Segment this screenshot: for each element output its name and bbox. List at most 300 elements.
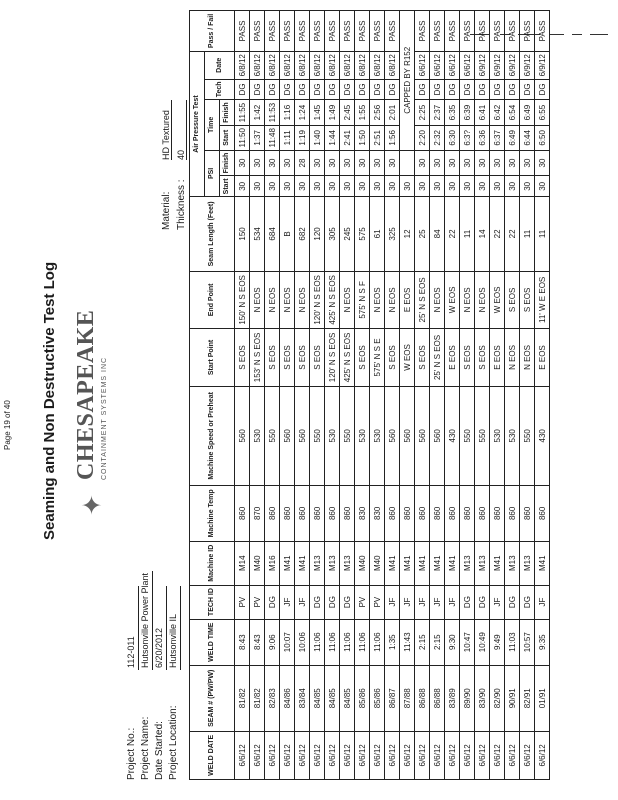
table-cell: 6/6/12 — [430, 51, 445, 79]
table-cell: 9:30 — [445, 619, 460, 665]
table-row — [430, 11, 445, 780]
project-info — [125, 571, 181, 780]
table-cell: 86/87 — [385, 665, 400, 731]
table-cell: 82/83 — [265, 665, 280, 731]
table-cell: 6:49 — [505, 126, 520, 151]
table-cell: DG — [460, 585, 475, 619]
table-cell: DG — [310, 585, 325, 619]
table-cell: S EOS — [310, 329, 325, 387]
table-cell: 30 — [235, 176, 250, 197]
table-cell: 305 — [325, 197, 340, 271]
table-cell: 6/6/12 — [235, 731, 250, 779]
table-cell: 1:50 — [355, 126, 370, 151]
table-cell: M13 — [310, 541, 325, 585]
table-cell: 534 — [250, 197, 265, 271]
table-cell: 11' W E EOS — [535, 271, 550, 329]
table-cell: 6/6/12 — [415, 51, 430, 79]
table-cell: 11:06 — [340, 619, 355, 665]
table-cell: 11 — [535, 197, 550, 271]
table-row — [250, 11, 265, 780]
table-cell: DG — [430, 79, 445, 100]
table-cell: S EOS — [505, 271, 520, 329]
table-cell: 6/8/12 — [250, 51, 265, 79]
table-row — [295, 11, 310, 780]
table-cell: 860 — [340, 485, 355, 541]
table-cell: PV — [355, 585, 370, 619]
table-cell: 575' N S F — [355, 271, 370, 329]
project-number: 112-011 — [125, 586, 139, 670]
table-cell: DG — [520, 585, 535, 619]
table-cell: 11:53 — [265, 100, 280, 126]
table-cell: 860 — [445, 485, 460, 541]
table-cell: 6/9/12 — [520, 51, 535, 79]
table-cell: 2:45 — [340, 100, 355, 126]
table-cell: M13 — [460, 541, 475, 585]
table-cell: 560 — [430, 386, 445, 485]
table-cell: 860 — [490, 485, 505, 541]
table-cell: 30 — [475, 176, 490, 197]
table-cell: 530 — [355, 386, 370, 485]
table-cell: 1:42 — [250, 100, 265, 126]
table-cell: DG — [520, 79, 535, 100]
table-cell: 860 — [460, 485, 475, 541]
col-machine-id: Machine ID — [190, 541, 235, 585]
table-cell: 860 — [400, 485, 415, 541]
table-cell: 25' N S EOS — [430, 329, 445, 387]
table-cell: 30 — [505, 150, 520, 176]
table-cell: M13 — [475, 541, 490, 585]
table-cell: 6/9/12 — [505, 51, 520, 79]
table-cell: N EOS — [430, 271, 445, 329]
table-cell: JF — [295, 585, 310, 619]
table-cell: 30 — [340, 176, 355, 197]
table-cell: E EOS — [535, 329, 550, 387]
table-cell: 6/9/12 — [535, 51, 550, 79]
table-cell: 10:49 — [475, 619, 490, 665]
col-psi-start: Start — [220, 176, 235, 197]
table-cell: 1:11 — [280, 126, 295, 151]
table-row — [310, 11, 325, 780]
table-cell: 575' N S E — [370, 329, 385, 387]
table-cell: 6:49 — [520, 100, 535, 126]
table-cell: 30 — [355, 150, 370, 176]
table-cell: 6/6/12 — [250, 731, 265, 779]
logo-subtitle: CONTAINMENT SYSTEMS INC — [101, 356, 108, 480]
table-cell: 11:06 — [355, 619, 370, 665]
table-cell: 1:35 — [385, 619, 400, 665]
table-cell: 30 — [265, 176, 280, 197]
table-cell: 830 — [370, 485, 385, 541]
table-cell: 860 — [520, 485, 535, 541]
page-number: Page 19 of 40 — [3, 400, 12, 450]
thickness-value: 40 — [176, 100, 187, 160]
table-cell: 560 — [235, 386, 250, 485]
table-cell: 860 — [430, 485, 445, 541]
material-value: HD Textured — [161, 100, 172, 160]
table-cell: 684 — [265, 197, 280, 271]
table-cell: 6:55 — [535, 100, 550, 126]
logo-name: CHESAPEAKE — [73, 309, 99, 480]
table-cell: PASS — [445, 11, 460, 52]
table-cell: 860 — [295, 485, 310, 541]
table-cell: N EOS — [340, 271, 355, 329]
table-cell: 6/8/12 — [235, 51, 250, 79]
table-cell: PASS — [385, 11, 400, 52]
table-cell: PASS — [235, 11, 250, 52]
table-cell: 6:30 — [445, 126, 460, 151]
table-cell: 11:43 — [400, 619, 415, 665]
table-cell: M41 — [280, 541, 295, 585]
table-cell: 89/90 — [460, 665, 475, 731]
table-cell: 6/6/12 — [460, 731, 475, 779]
table-cell: DG — [505, 585, 520, 619]
table-cell: PASS — [265, 11, 280, 52]
table-cell: 30 — [475, 150, 490, 176]
table-cell: 425' N S EOS — [340, 329, 355, 387]
table-cell: 6:39 — [460, 100, 475, 126]
table-row — [535, 11, 550, 780]
page-title: Seaming and Non Destructive Test Log — [41, 261, 58, 540]
table-cell: N EOS — [250, 271, 265, 329]
table-cell: 30 — [310, 176, 325, 197]
table-cell: 1:16 — [280, 100, 295, 126]
table-cell: 6/6/12 — [490, 731, 505, 779]
table-cell: S EOS — [385, 329, 400, 387]
table-cell: 430 — [535, 386, 550, 485]
table-cell: S EOS — [460, 329, 475, 387]
table-cell: 245 — [340, 197, 355, 271]
table-cell: 84/85 — [310, 665, 325, 731]
table-cell: 550 — [520, 386, 535, 485]
table-cell: 30 — [280, 176, 295, 197]
table-cell: 84/86 — [280, 665, 295, 731]
material-info — [161, 100, 191, 230]
table-cell: 90/91 — [505, 665, 520, 731]
table-cell: 6/6/12 — [280, 731, 295, 779]
table-row — [445, 11, 460, 780]
table-cell: 10:57 — [520, 619, 535, 665]
table-cell: 9:35 — [535, 619, 550, 665]
project-name-label: Project Name: — [140, 716, 151, 780]
table-cell: PV — [250, 585, 265, 619]
table-cell: 10:06 — [295, 619, 310, 665]
table-cell: 30 — [250, 150, 265, 176]
table-cell: 30 — [460, 176, 475, 197]
table-cell: 153' N S EOS — [250, 329, 265, 387]
table-cell: JF — [490, 585, 505, 619]
table-cell: 2:32 — [430, 126, 445, 151]
table-cell: 6/8/12 — [310, 51, 325, 79]
table-cell: S EOS — [295, 329, 310, 387]
table-cell: M41 — [445, 541, 460, 585]
table-cell: JF — [385, 585, 400, 619]
table-cell: M40 — [370, 541, 385, 585]
table-cell: 870 — [250, 485, 265, 541]
table-cell: 1:19 — [295, 126, 310, 151]
table-cell: DG — [535, 79, 550, 100]
table-cell: 2:51 — [370, 126, 385, 151]
table-cell: 22 — [445, 197, 460, 271]
table-cell: 6/8/12 — [340, 51, 355, 79]
table-cell: 6/6/12 — [475, 731, 490, 779]
table-cell: PASS — [370, 11, 385, 52]
table-cell: PASS — [475, 11, 490, 52]
table-cell: 6/6/12 — [385, 731, 400, 779]
project-location-label: Project Location: — [168, 705, 179, 780]
table-cell: S EOS — [415, 329, 430, 387]
col-pass-fail: Pass / Fail — [190, 11, 235, 52]
table-cell: 6/6/12 — [325, 731, 340, 779]
table-cell: 83/90 — [475, 665, 490, 731]
table-cell: PV — [235, 585, 250, 619]
table-cell: S EOS — [235, 329, 250, 387]
table-cell: 30 — [325, 150, 340, 176]
table-cell: M41 — [415, 541, 430, 585]
table-cell: 530 — [490, 386, 505, 485]
table-cell: PASS — [520, 11, 535, 52]
table-cell: M16 — [265, 541, 280, 585]
table-cell: 30 — [430, 176, 445, 197]
table-cell: 30 — [445, 176, 460, 197]
table-cell: M41 — [490, 541, 505, 585]
table-cell: 87/88 — [400, 665, 415, 731]
table-row — [265, 11, 280, 780]
table-cell: 1:44 — [325, 126, 340, 151]
table-cell: 22 — [490, 197, 505, 271]
table-cell: 11:55 — [235, 100, 250, 126]
table-cell: 85/86 — [370, 665, 385, 731]
table-cell: 6:54 — [505, 100, 520, 126]
table-cell: 1:56 — [385, 126, 400, 151]
table-cell: 6/8/12 — [265, 51, 280, 79]
table-cell: 6:35 — [445, 100, 460, 126]
table-cell: N EOS — [520, 329, 535, 387]
table-cell: 30 — [280, 150, 295, 176]
table-row — [340, 11, 355, 780]
table-cell: M13 — [340, 541, 355, 585]
table-cell: 560 — [400, 386, 415, 485]
table-cell: DG — [370, 79, 385, 100]
table-cell: PASS — [355, 11, 370, 52]
table-cell: 30 — [460, 150, 475, 176]
table-cell: 120' N S EOS — [325, 329, 340, 387]
table-cell: 860 — [505, 485, 520, 541]
table-cell: DG — [445, 79, 460, 100]
table-cell: DG — [235, 79, 250, 100]
date-started: 6/20/2012 — [153, 586, 167, 670]
table-cell: 430 — [445, 386, 460, 485]
table-cell: 30 — [400, 176, 415, 197]
table-cell: 6/8/12 — [355, 51, 370, 79]
table-cell: 2:15 — [430, 619, 445, 665]
col-machine-speed: Machine Speed or Preheat — [190, 386, 235, 485]
table-cell: 860 — [475, 485, 490, 541]
table-cell: 6/6/12 — [520, 731, 535, 779]
thickness-label: Thickness : — [176, 179, 187, 230]
table-cell: 8:43 — [250, 619, 265, 665]
table-cell: 30 — [370, 176, 385, 197]
table-cell: 530 — [325, 386, 340, 485]
table-cell: DG — [340, 585, 355, 619]
table-cell: 82/91 — [520, 665, 535, 731]
table-cell: W EOS — [445, 271, 460, 329]
table-cell: N EOS — [280, 271, 295, 329]
table-row — [280, 11, 295, 780]
table-row — [355, 11, 370, 780]
capped-note: CAPPED BY R152 — [400, 11, 415, 151]
table-cell: M41 — [430, 541, 445, 585]
table-cell: 550 — [460, 386, 475, 485]
table-cell: S EOS — [520, 271, 535, 329]
col-seam: SEAM # (PW/PW) — [190, 665, 235, 731]
table-cell: 2:20 — [415, 126, 430, 151]
table-cell: 30 — [490, 150, 505, 176]
table-cell: DG — [310, 79, 325, 100]
table-cell: N EOS — [370, 271, 385, 329]
table-cell: 860 — [235, 485, 250, 541]
col-start-point: Start Point — [190, 329, 235, 387]
table-cell: PASS — [505, 11, 520, 52]
project-number-label: Project No.: — [126, 727, 137, 780]
table-cell: M13 — [325, 541, 340, 585]
table-cell: N EOS — [460, 271, 475, 329]
table-cell: 30 — [310, 150, 325, 176]
table-cell: 25 — [415, 197, 430, 271]
table-cell: 25' N S EOS — [415, 271, 430, 329]
table-cell: N EOS — [385, 271, 400, 329]
table-cell: JF — [400, 585, 415, 619]
table-row — [415, 11, 430, 780]
table-cell: 860 — [535, 485, 550, 541]
table-cell: DG — [490, 79, 505, 100]
table-cell: PASS — [295, 11, 310, 52]
table-cell: 1:37 — [250, 126, 265, 151]
table-cell: JF — [430, 585, 445, 619]
table-cell: 9:49 — [490, 619, 505, 665]
table-cell: 10:07 — [280, 619, 295, 665]
table-cell: 530 — [370, 386, 385, 485]
table-cell: 6:41 — [475, 100, 490, 126]
table-cell: DG — [325, 585, 340, 619]
table-cell: 30 — [520, 176, 535, 197]
col-psi: PSI — [205, 150, 220, 197]
table-cell: 575 — [355, 197, 370, 271]
table-cell: 1:49 — [325, 100, 340, 126]
table-cell: 682 — [295, 197, 310, 271]
table-cell: 30 — [265, 150, 280, 176]
table-cell: PASS — [325, 11, 340, 52]
eagle-logo-icon: ✦ — [77, 494, 107, 516]
table-cell: 30 — [415, 150, 430, 176]
table-cell: 860 — [280, 485, 295, 541]
table-cell: 6:37 — [490, 126, 505, 151]
col-air-test: Air Pressure Test — [190, 51, 205, 196]
col-weld-date: WELD DATE — [190, 731, 235, 779]
table-cell: 86/88 — [415, 665, 430, 731]
table-cell: 325 — [385, 197, 400, 271]
table-cell: 150 — [235, 197, 250, 271]
table-cell: B — [280, 197, 295, 271]
table-cell: N EOS — [505, 329, 520, 387]
table-cell: 2:37 — [430, 100, 445, 126]
table-cell: 6/6/12 — [445, 51, 460, 79]
material-label: Material: — [161, 191, 172, 230]
table-row — [370, 11, 385, 780]
table-cell: 860 — [310, 485, 325, 541]
table-cell: 28 — [295, 150, 310, 176]
table-cell: 30 — [250, 176, 265, 197]
table-cell: DG — [415, 79, 430, 100]
table-cell: 6/6/12 — [340, 731, 355, 779]
table-cell: N EOS — [475, 271, 490, 329]
table-cell: 81/82 — [235, 665, 250, 731]
table-cell: 30 — [430, 150, 445, 176]
table-cell: 6/6/12 — [430, 731, 445, 779]
table-cell: PASS — [250, 11, 265, 52]
table-cell: 30 — [355, 176, 370, 197]
table-cell: N EOS — [295, 271, 310, 329]
table-cell: 6/6/12 — [400, 731, 415, 779]
table-cell: 6:3? — [460, 126, 475, 151]
table-cell: PASS — [460, 11, 475, 52]
col-end-point: End Point — [190, 271, 235, 329]
table-cell: 550 — [475, 386, 490, 485]
table-cell: 550 — [310, 386, 325, 485]
rotated-log-page — [3, 10, 589, 790]
table-cell: M41 — [385, 541, 400, 585]
table-cell: W EOS — [490, 271, 505, 329]
table-cell: N EOS — [265, 271, 280, 329]
table-cell: 1:40 — [310, 126, 325, 151]
table-cell: S EOS — [265, 329, 280, 387]
table-cell: 6/6/12 — [370, 731, 385, 779]
table-cell: 6/6/12 — [265, 731, 280, 779]
table-cell: S EOS — [475, 329, 490, 387]
table-cell: S EOS — [355, 329, 370, 387]
table-cell: S EOS — [280, 329, 295, 387]
table-cell: 150' N S EOS — [235, 271, 250, 329]
table-cell: 11:48 — [265, 126, 280, 151]
company-logo — [73, 309, 113, 520]
table-cell: 11 — [460, 197, 475, 271]
table-cell: 61 — [370, 197, 385, 271]
table-cell: 8:43 — [235, 619, 250, 665]
table-cell: 30 — [445, 150, 460, 176]
col-time: Time — [205, 100, 220, 150]
table-cell: 2:25 — [415, 100, 430, 126]
table-cell: 550 — [265, 386, 280, 485]
table-cell: 6/6/12 — [310, 731, 325, 779]
table-cell: DG — [250, 79, 265, 100]
table-cell: DG — [325, 79, 340, 100]
table-cell: 30 — [490, 176, 505, 197]
table-cell: 860 — [385, 485, 400, 541]
table-cell: M13 — [520, 541, 535, 585]
table-cell: 6/6/12 — [505, 731, 520, 779]
table-row — [385, 11, 400, 780]
table-cell: 84 — [430, 197, 445, 271]
table-cell: 120 — [310, 197, 325, 271]
table-cell: 860 — [415, 485, 430, 541]
table-cell — [400, 150, 415, 176]
table-cell: 560 — [280, 386, 295, 485]
table-row — [490, 11, 505, 780]
col-date: Date — [205, 51, 235, 79]
table-cell: DG — [280, 79, 295, 100]
table-cell: M41 — [400, 541, 415, 585]
col-seam-length: Seam Length (Feet) — [190, 197, 235, 271]
col-tech: Tech — [205, 79, 235, 100]
